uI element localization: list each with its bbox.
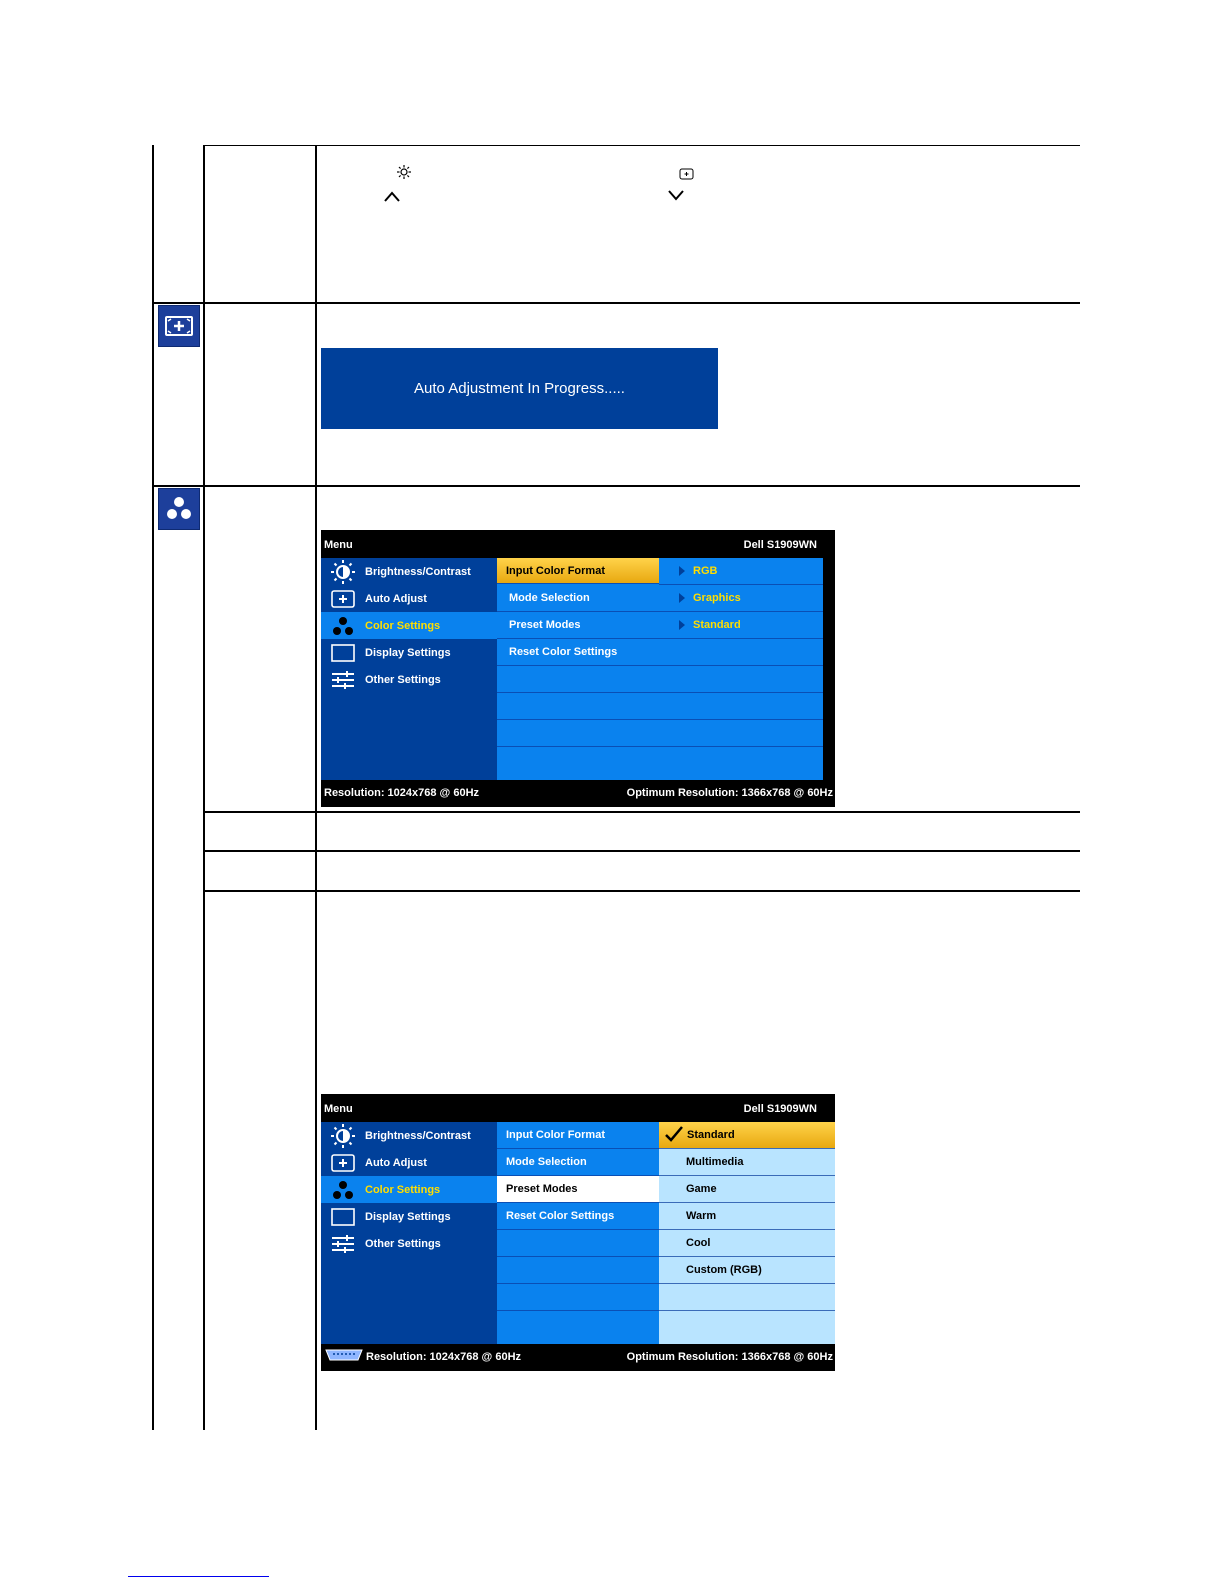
menu-item-label: Display Settings <box>365 646 451 659</box>
row-border <box>152 302 1080 304</box>
osd-main-menu <box>321 558 497 780</box>
value-empty <box>659 747 823 774</box>
up-arrow-icon <box>384 187 400 199</box>
preset-option-standard[interactable] <box>659 1122 835 1149</box>
submenu-empty <box>497 720 659 747</box>
auto-adjust-message: Auto Adjustment In Progress..... <box>414 380 625 397</box>
row-border-top <box>203 145 1080 146</box>
preset-option-custom-rgb[interactable] <box>659 1257 835 1284</box>
auto-adjust-icon <box>321 590 365 608</box>
other-settings-icon <box>321 670 365 690</box>
table-border-col2 <box>315 145 317 1430</box>
preset-option-warm[interactable] <box>659 1203 835 1230</box>
submenu-label: Preset Modes <box>506 1183 578 1195</box>
menu-item-label: Display Settings <box>365 1210 451 1223</box>
menu-item-label: Brightness/Contrast <box>365 1129 471 1142</box>
submenu-empty <box>497 666 659 693</box>
optimum-resolution: Optimum Resolution: 1366x768 @ 60Hz <box>626 787 833 799</box>
menu-item-other-settings[interactable] <box>321 1230 497 1257</box>
check-icon <box>665 1126 683 1145</box>
osd-model-name: Dell S1909WN <box>743 539 817 551</box>
menu-item-label: Other Settings <box>365 1237 441 1250</box>
submenu-label: Input Color Format <box>506 1129 605 1141</box>
osd-submenu <box>497 558 659 780</box>
triangle-right-icon <box>679 620 685 630</box>
table-border-left <box>152 145 154 1430</box>
brightness-small-icon <box>397 164 411 178</box>
current-resolution: Resolution: 1024x768 @ 60Hz <box>324 787 480 799</box>
menu-item-label: Color Settings <box>365 619 441 632</box>
row-border <box>203 811 1080 813</box>
value-standard <box>659 612 823 639</box>
osd-main-menu <box>321 1122 497 1344</box>
current-resolution: Resolution: 1024x768 @ 60Hz <box>366 1350 522 1363</box>
menu-item-auto-adjust[interactable] <box>321 1149 497 1176</box>
option-label: Custom (RGB) <box>686 1264 762 1276</box>
menu-item-display-settings[interactable] <box>321 639 497 666</box>
auto-adjust-icon <box>321 1154 365 1172</box>
submenu-empty <box>497 1230 659 1257</box>
submenu-label: Input Color Format <box>506 564 605 577</box>
option-label: Standard <box>687 1129 735 1141</box>
value-empty <box>659 666 823 693</box>
osd-values <box>659 558 823 780</box>
menu-item-label: Auto Adjust <box>365 1156 427 1169</box>
color-settings-icon <box>158 488 200 530</box>
color-settings-icon <box>321 1180 365 1200</box>
preset-option-game[interactable] <box>659 1176 835 1203</box>
osd-preset-modes <box>321 1094 835 1371</box>
preset-option-multimedia[interactable] <box>659 1149 835 1176</box>
footer-link-underline[interactable] <box>128 1576 269 1577</box>
submenu-label: Mode Selection <box>506 1156 587 1168</box>
menu-item-color-settings[interactable] <box>321 1176 497 1203</box>
menu-item-brightness-contrast[interactable] <box>321 558 497 585</box>
resolution-row <box>324 1347 521 1366</box>
triangle-right-icon <box>679 593 685 603</box>
submenu-empty <box>497 1311 659 1338</box>
vga-connector-icon <box>324 1347 364 1366</box>
submenu-empty <box>497 747 659 774</box>
other-settings-icon <box>321 1234 365 1254</box>
display-settings-icon <box>321 1208 365 1226</box>
submenu-label: Mode Selection <box>509 592 590 604</box>
autoadjust-small-icon <box>679 165 694 177</box>
optimum-resolution-value: 1366x768 @ 60Hz <box>741 1351 833 1363</box>
submenu-mode-selection[interactable] <box>497 585 659 612</box>
preset-option-cool[interactable] <box>659 1230 835 1257</box>
value-graphics <box>659 585 823 612</box>
row-border <box>203 890 1080 892</box>
value-label: RGB <box>693 565 718 577</box>
sun-icon <box>321 560 365 584</box>
down-arrow-icon <box>668 186 684 198</box>
color-settings-icon <box>321 616 365 636</box>
row-border <box>152 485 1080 487</box>
menu-item-label: Brightness/Contrast <box>365 565 471 578</box>
table-border-col1 <box>203 145 205 1430</box>
submenu-empty <box>497 693 659 720</box>
menu-item-other-settings[interactable] <box>321 666 497 693</box>
option-label: Warm <box>686 1210 717 1222</box>
submenu-empty <box>497 1284 659 1311</box>
menu-item-auto-adjust[interactable] <box>321 585 497 612</box>
submenu-input-color-format[interactable] <box>497 1122 659 1149</box>
menu-item-color-settings[interactable] <box>321 612 497 639</box>
osd-model-name: Dell S1909WN <box>743 1103 817 1115</box>
sun-icon <box>321 1124 365 1148</box>
submenu-empty <box>497 1257 659 1284</box>
osd-menu-title: Menu <box>324 1103 353 1115</box>
submenu-label: Preset Modes <box>509 619 581 631</box>
preset-option-empty <box>659 1284 835 1311</box>
option-label: Multimedia <box>686 1156 744 1168</box>
value-empty <box>659 639 823 666</box>
osd-menu-title: Menu <box>324 539 353 551</box>
optimum-resolution-label: Optimum Resolution: <box>626 1351 742 1363</box>
value-rgb <box>659 558 823 585</box>
menu-item-label: Color Settings <box>365 1183 441 1196</box>
display-settings-icon <box>321 644 365 662</box>
menu-item-brightness-contrast[interactable] <box>321 1122 497 1149</box>
auto-adjust-progress-box <box>321 348 718 429</box>
submenu-label: Reset Color Settings <box>506 1210 615 1222</box>
value-empty <box>659 693 823 720</box>
optimum-resolution <box>627 1351 833 1363</box>
submenu-reset-color-settings[interactable] <box>497 639 659 666</box>
option-label: Cool <box>686 1237 711 1249</box>
submenu-input-color-format[interactable] <box>497 558 659 584</box>
value-label: Standard <box>693 619 741 631</box>
submenu-reset-color-settings[interactable] <box>497 1203 659 1230</box>
submenu-preset-modes[interactable] <box>497 1176 659 1203</box>
menu-item-display-settings[interactable] <box>321 1203 497 1230</box>
menu-item-label: Auto Adjust <box>365 592 427 605</box>
submenu-preset-modes[interactable] <box>497 612 659 639</box>
auto-adjust-icon <box>158 305 200 347</box>
option-label: Game <box>686 1183 717 1195</box>
row-border <box>203 850 1080 852</box>
submenu-mode-selection[interactable] <box>497 1149 659 1176</box>
value-empty <box>659 720 823 747</box>
osd-color-settings <box>321 530 835 807</box>
osd-preset-options <box>659 1122 835 1344</box>
preset-option-empty <box>659 1311 835 1338</box>
osd-submenu <box>497 1122 659 1344</box>
menu-item-label: Other Settings <box>365 673 441 686</box>
value-label: Graphics <box>693 592 741 604</box>
submenu-label: Reset Color Settings <box>509 646 618 658</box>
triangle-right-icon <box>679 566 685 576</box>
